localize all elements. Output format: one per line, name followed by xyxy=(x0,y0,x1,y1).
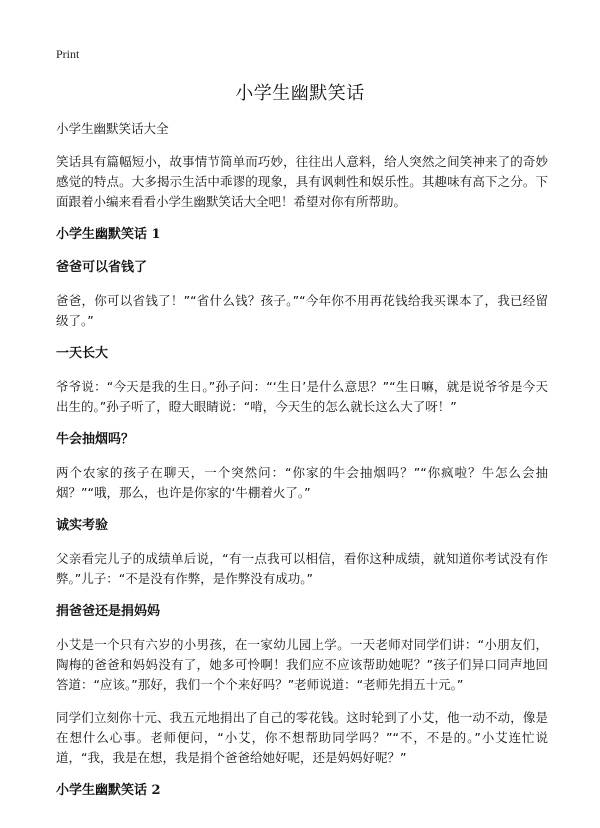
section-heading: 小学生幽默笑话 1 xyxy=(56,227,161,242)
joke-title: 爸爸可以省钱了 xyxy=(56,260,148,275)
intro-paragraph: 笑话具有篇幅短小，故事情节简单而巧妙，往往出人意料，给人突然之间笑神来了的奇妙感觉的特点。大多揭示生活中乖谬的现象，具有讽刺性和娱乐性。其趣味有高下之分。下面跟着小编来看看小学生幽默笑话大全吧！希望对你有所帮助。 xyxy=(56,154,548,209)
joke-title: 捐爸爸还是捐妈妈 xyxy=(56,604,161,619)
section-heading: 小学生幽默笑话 2 xyxy=(56,783,161,798)
joke-title: 牛会抽烟吗？ xyxy=(56,432,135,447)
joke-text: 同学们立刻你十元、我五元地捐出了自己的零花钱。这时轮到了小艾，他一动不动，像是在想什么心事。老师便问，“小艾，你不想帮助同学吗？”“不，不是的。”小艾连忙说道，“我，我是在想，我是捐个爸爸给她好呢，还是妈妈好呢？” xyxy=(56,710,548,765)
joke-title: 诚实考验 xyxy=(56,518,109,533)
page-title: 小学生幽默笑话 xyxy=(235,83,365,104)
joke-title: 一天长大 xyxy=(56,346,109,361)
joke-text: 两个农家的孩子在聊天，一个突然问：“你家的牛会抽烟吗？”“你疯啦？牛怎么会抽烟？”“哦，那么，也许是你家的‘牛棚着火了。” xyxy=(56,465,548,500)
article-subtitle: 小学生幽默笑话大全 xyxy=(56,121,169,136)
joke-text: 小艾是一个只有六岁的小男孩，在一家幼儿园上学。一天老师对同学们讲：“小朋友们，陶梅的爸爸和妈妈没有了，她多可怜啊！我们应不应该帮助她呢？”孩子们异口同声地回答道：“应该。”那好，我们一个个来好吗？”老师说道：“老师先捐五十元。” xyxy=(56,637,548,692)
article-body xyxy=(56,119,548,814)
joke-text: 父亲看完儿子的成绩单后说，“有一点我可以相信，看你这种成绩，就知道你考试没有作弊。”儿子：“不是没有作弊，是作弊没有成功。” xyxy=(56,551,548,586)
joke-text: 爷爷说：“今天是我的生日。”孙子问：“‘生日’是什么意思？”“生日嘛，就是说爷爷是今天出生的。”孙子听了，瞪大眼睛说：“啃，今天生的怎么就长这么大了呀！” xyxy=(56,379,548,414)
print-link[interactable]: Print xyxy=(56,47,80,61)
joke-text: 爸爸，你可以省钱了！”“省什么钱？孩子。”“今年你不用再花钱给我买课本了，我已经留级了。” xyxy=(56,293,548,328)
